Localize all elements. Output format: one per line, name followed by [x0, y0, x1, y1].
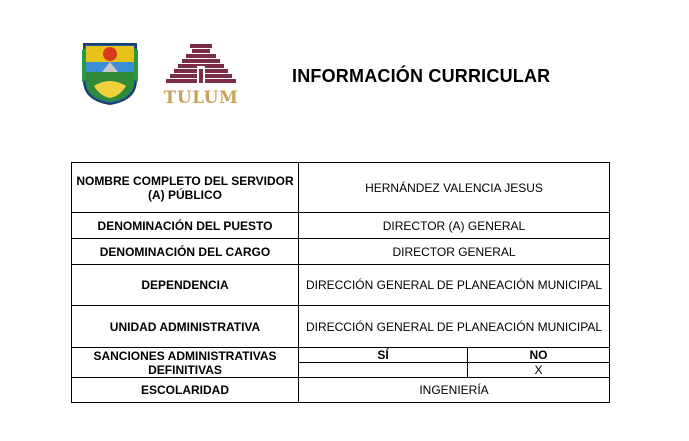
table-row [72, 265, 610, 306]
table-row [72, 213, 610, 239]
municipal-shield-logo [80, 40, 140, 106]
dependencia-label: DEPENDENCIA [72, 265, 299, 306]
puesto-label: DENOMINACIÓN DEL PUESTO [72, 213, 299, 239]
table-row [72, 239, 610, 265]
sanciones-no-value: X [468, 363, 610, 378]
unidad-value: DIRECCIÓN GENERAL DE PLANEACIÓN MUNICIPAL [299, 306, 610, 348]
table-row [72, 163, 610, 213]
table-row [72, 306, 610, 348]
table-row [72, 378, 610, 403]
cargo-label: DENOMINACIÓN DEL CARGO [72, 239, 299, 265]
tulum-logo-text: TULUM [163, 88, 239, 108]
escolaridad-label: ESCOLARIDAD [72, 378, 299, 403]
sanciones-no-header: NO [468, 348, 610, 363]
sanciones-si-header: SÍ [299, 348, 468, 363]
cargo-value: DIRECTOR GENERAL [299, 239, 610, 265]
puesto-value: DIRECTOR (A) GENERAL [299, 213, 610, 239]
tulum-logo [160, 42, 242, 108]
sanciones-label: SANCIONES ADMINISTRATIVAS DEFINITIVAS [72, 348, 299, 378]
sanciones-si-value [299, 363, 468, 378]
table-row [72, 348, 610, 363]
nombre-label: NOMBRE COMPLETO DEL SERVIDOR (A) PÚBLICO [72, 163, 299, 213]
document-title: INFORMACIÓN CURRICULAR [292, 66, 551, 86]
pyramid-icon [160, 42, 242, 88]
dependencia-value: DIRECCIÓN GENERAL DE PLANEACIÓN MUNICIPAL [299, 265, 610, 306]
nombre-value: HERNÁNDEZ VALENCIA JESUS [299, 163, 610, 213]
unidad-label: UNIDAD ADMINISTRATIVA [72, 306, 299, 348]
escolaridad-value: INGENIERÍA [299, 378, 610, 403]
curriculum-info-table [71, 162, 610, 403]
